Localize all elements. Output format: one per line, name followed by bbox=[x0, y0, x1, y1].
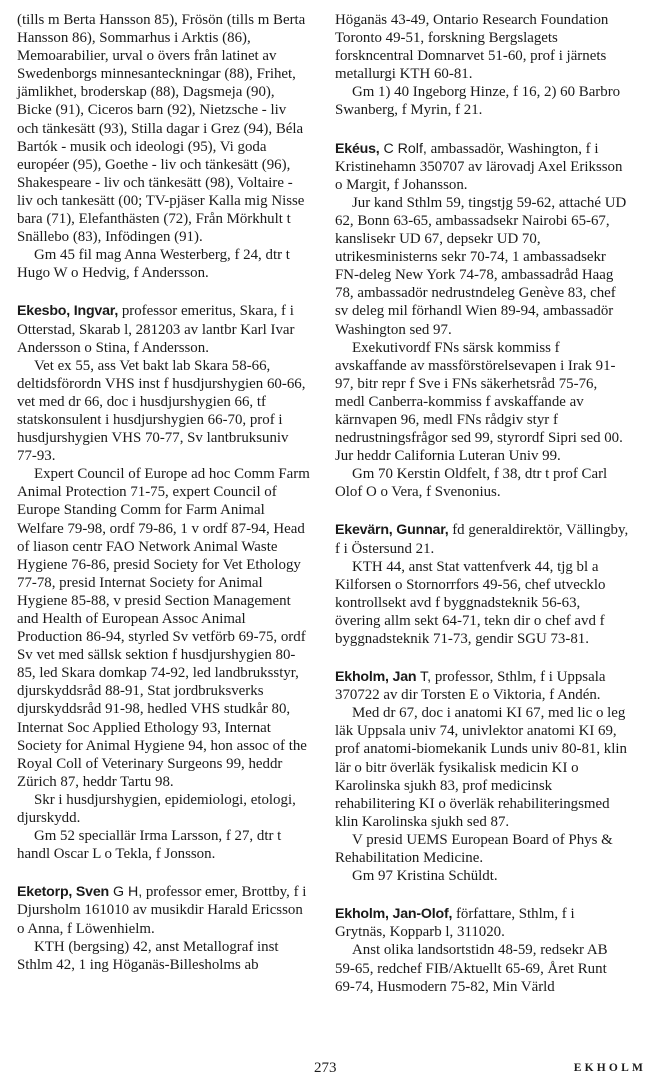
entry-paragraph: Anst olika landsortstidn 48-59, redsekr AB 59-65, redchef FIB/Aktuellt 65-69, Året Runt 69-74, Husmodern 75-82, Min Värld bbox=[335, 942, 608, 995]
entry-text: (tills m Berta Hansson 85), Frösön (tills m Berta Hansson 86), Sommarhus i Arktis (86), Memoarabilier, urval o övers från latinet av Swedenborgs minnesanteckningar (88), Frihet, jämlikhet, broderskap (88), Dagsmeja (90), Bicke (91), Ciceros barn (92), Nietzsche - liv och tänkesätt (93), Stilla dagar i Grez (94), Béla Bartók - musik och ideologi (95), Vi goda européer (95), Goethe - liv och tänkesätt (96), Shakespeare - liv och tänkesätt (98), Voltaire - liv och tankesätt (00; TV-pjäser Kalla mig Nisse bara (71), Elefanthästen (72), Från Mörkhult t Snällebo (83), Infödingen (91). bbox=[17, 12, 306, 246]
entry-name: Ekesbo, Ingvar, bbox=[17, 303, 119, 320]
entry-paragraph: Skr i husdjurshygien, epidemiologi, etologi, djurskydd. bbox=[17, 791, 296, 827]
entry-name: Ekholm, Jan-Olof, bbox=[335, 906, 453, 923]
entry-header bbox=[335, 140, 629, 194]
entry-header bbox=[335, 668, 629, 704]
entry-ekholm-jan-olof bbox=[335, 905, 629, 995]
entry-eketorp bbox=[17, 883, 311, 973]
entry-header bbox=[17, 302, 311, 356]
entry-name: Ekholm, Jan bbox=[335, 669, 417, 686]
entry-header bbox=[335, 905, 629, 941]
running-head: EKHOLM bbox=[573, 1062, 646, 1074]
page-number: 273 bbox=[314, 1060, 337, 1076]
entry-paragraph: Med dr 67, doc i anatomi KI 67, med lic o leg läk Uppsala univ 74, univlektor anatomi KI 69, prof anatomi-biomekanik Lunds univ 80-81, klin lär o bitr överläk fysikalisk medicin KI o Karolinska sjukh 83, prof medicinsk rehabilitering KI o överläk rehabiliteringsmed klin Karolinska sjukh sed 87. bbox=[335, 705, 627, 830]
right-column bbox=[335, 11, 629, 1016]
entry-paragraph: Vet ex 55, ass Vet bakt lab Skara 58-66, deltidsförordn VHS inst f husdjurshygien 60-66, vet med dr 66, doc i husdjurshygien 66, tf statskonsulent i husdjurshygien 66-70, prof i husdjurshygien VHS 70-77, Sv lantbruksuniv 77-93. bbox=[17, 357, 306, 465]
entry-family: Gm 45 fil mag Anna Westerberg, f 24, dtr t Hugo W o Hedvig, f Andersson. bbox=[17, 247, 290, 282]
entry-ekesbo bbox=[17, 302, 311, 863]
entry-given-name: G H, bbox=[109, 884, 143, 901]
entry-name: Ekevärn, Gunnar, bbox=[335, 522, 449, 539]
entry-paragraph: Expert Council of Europe ad hoc Comm Farm Animal Protection 71-75, expert Council of Europe Standing Comm for Farm Animal Welfare 79-98, ordf 79-86, 1 v ordf 87-94, Head of liason centr FAO Network Animal Waste Hygiene 76-86, presid Society for Vet Ethology 77-78, presid Internat Society for Animal Hygiene 85-88, v presid Section Management and Health of European Assoc Animal Production 86-94, styrled Sv vetförb 69-75, ordf Sv vet med sällsk sektion f husdjurshygien 80-85, led Skara domkap 74-92, led landbruksstyr, djurskyddsråd 88-91, Stat jordbruksverks djurskyddsråd 91-98, hedled VHS studkår 80, Internat Soc Applied Ethology 93, Internat Society for Animal Hygiene 94, hon assoc of the Royal Coll of Veterinary Surgeons 99, heddr Zürich 87, heddr Tartu 98. bbox=[17, 466, 310, 790]
entry-intro: professor, Sthlm, f i Uppsala 370722 av dir Torsten E o Viktoria, f Andén. bbox=[335, 669, 606, 704]
entry-paragraph: KTH 44, anst Stat vattenfverk 44, tjg bl a Kilforsen o Stornorrfors 49-56, chef utvecklo kontrollsekt avd f byggnadsteknik 56-63, övering allm sekt 64-71, tekn dir o chef avd f byggnadsteknik 71-73, gendir SGU 73-81. bbox=[335, 558, 606, 647]
entry-ekevarn bbox=[335, 521, 629, 648]
entry-header bbox=[335, 521, 629, 557]
entry-header bbox=[17, 883, 311, 937]
entry-continuation bbox=[17, 11, 311, 282]
entry-intro: ambassadör, Washington, f i Kristinehamn 350707 av lärovadj Axel Eriksson o Margit, f Johansson. bbox=[335, 140, 623, 193]
entry-intro: professor emer, Brottby, f i Djursholm 161010 av musikdir Harald Ericsson o Anna, f Löwenhielm. bbox=[17, 884, 307, 937]
entry-paragraph: KTH (bergsing) 42, anst Metallograf inst Sthlm 42, 1 ing Höganäs-Billesholms ab bbox=[17, 938, 279, 973]
entry-intro: professor emeritus, Skara, f i Otterstad, Skarab l, 281203 av lantbr Karl Ivar Andersson o Stina, f Andersson. bbox=[17, 303, 295, 356]
entry-ekeus bbox=[335, 140, 629, 502]
entry-given-name: C Rolf, bbox=[379, 140, 427, 157]
entry-family: Gm 97 Kristina Schüldt. bbox=[352, 868, 498, 885]
entry-paragraph: Exekutivordf FNs särsk kommiss f avskaffande av massförstörelsevapen i Irak 91-97, bitr repr f Sve i FNs säkerhetsråd 75-76, medl Canberra-kommiss f avskaffande av kärnvapen 96, medl FNs rådgiv styr f nedrustningsfrågor sed 99, styrordf Sipri sed 00. Jur heddr California Luteran Univ 99. bbox=[335, 339, 623, 465]
entry-paragraph: V presid UEMS European Board of Phys & Rehabilitation Medicine. bbox=[335, 831, 613, 867]
entry-name: Eketorp, Sven bbox=[17, 884, 110, 901]
entry-family: Gm 1) 40 Ingeborg Hinze, f 16, 2) 60 Barbro Swanberg, f Myrin, f 21. bbox=[335, 84, 621, 119]
entry-family: Gm 52 speciallär Irma Larsson, f 27, dtr t handl Oscar L o Tekla, f Jonsson. bbox=[17, 828, 282, 863]
entry-text: Höganäs 43-49, Ontario Research Foundation Toronto 49-51, forskning Bergslagets forskncentral Domnarvet 51-60, prof i järnets metallurgi KTH 60-81. bbox=[335, 12, 609, 83]
entry-continuation bbox=[335, 11, 629, 120]
entry-intro: författare, Sthlm, f i Grytnäs, Kopparb l, 311020. bbox=[335, 906, 575, 941]
entry-given-name: T, bbox=[416, 669, 432, 686]
entry-intro: fd generaldirektör, Vällingby, f i Östersund 21. bbox=[335, 522, 629, 557]
entry-ekholm-jan bbox=[335, 668, 629, 885]
left-column bbox=[17, 11, 311, 994]
entry-family: Gm 70 Kerstin Oldfelt, f 38, dtr t prof Carl Olof O o Vera, f Svenonius. bbox=[335, 466, 608, 501]
entry-name: Ekéus, bbox=[335, 140, 380, 157]
page-footer bbox=[0, 1060, 672, 1084]
entry-paragraph: Jur kand Sthlm 59, tingstjg 59-62, attaché UD 62, Bonn 63-65, ambassadsekr Nairobi 65-67, kanslisekr UD 67, depsekr UD 70, utrikesministerns sekr 70-74, 1 ambassadsekr FN-deleg New York 74-78, ambassadråd Haag 78, ambassadör nedrustndeleg Genève 83, chef sv deleg mil förhandl Wien 89-94, ambassadör Washington sed 97. bbox=[335, 194, 627, 338]
